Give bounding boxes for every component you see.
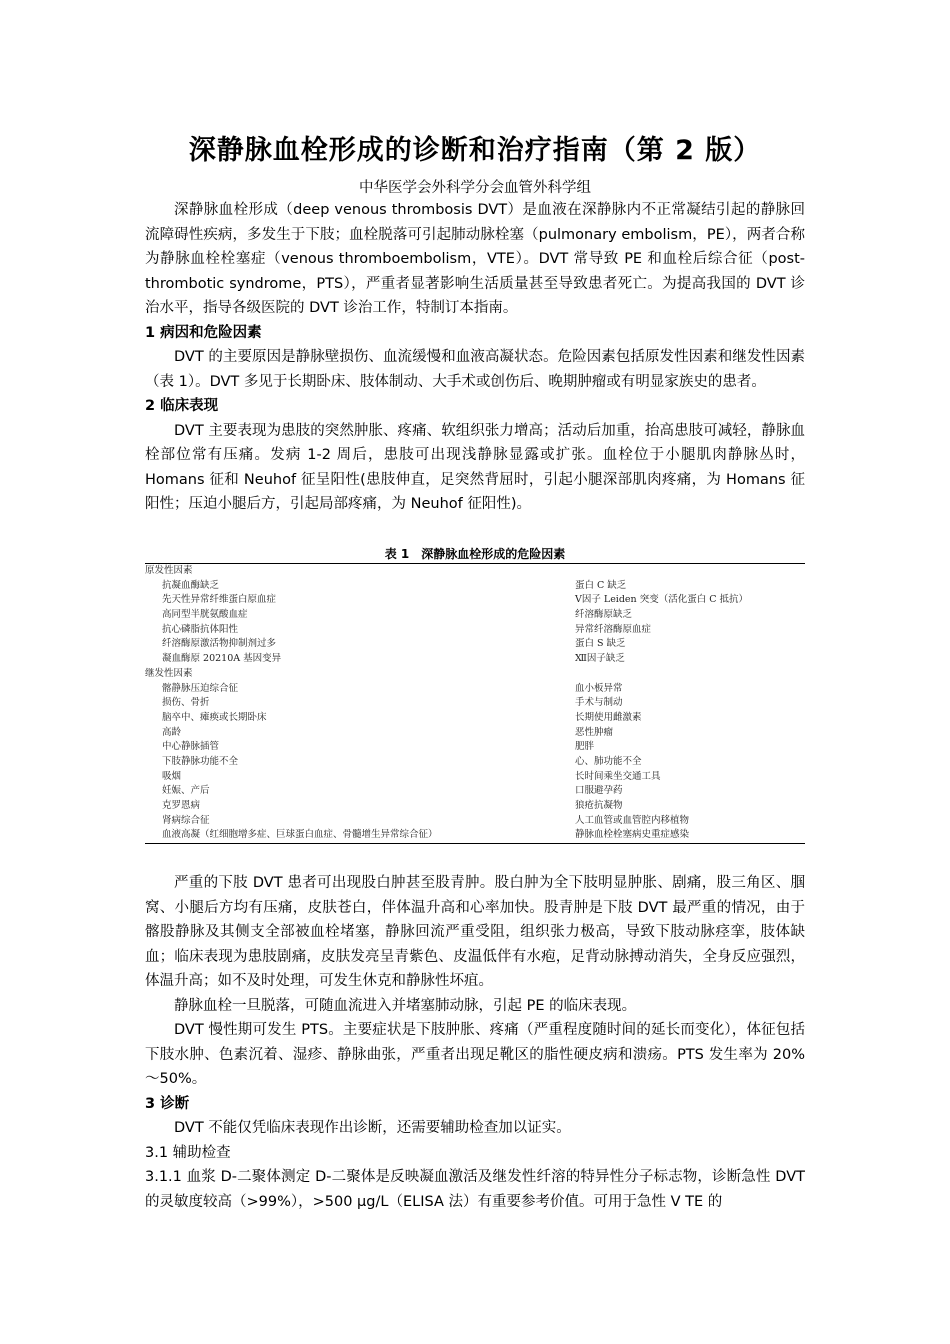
table-cell-right: 长时间乘坐交通工具 — [575, 770, 661, 782]
table-row — [145, 799, 805, 814]
table-cell-left: 脑卒中、瘫痪或长期卧床 — [162, 711, 267, 723]
table-row — [145, 755, 805, 770]
table-row — [145, 593, 805, 608]
upper-text-block — [145, 198, 805, 517]
table-row — [145, 623, 805, 638]
section-2-paragraph-2: 严重的下肢 DVT 患者可出现股白肿甚至股青肿。股白肿为全下肢明显肿胀、剧痛，股三角区、腘窝、小腿后方均有压痛，皮肤苍白，伴体温升高和心率加快。股青肿是下肢 DVT 最严重的情况，由于髂股静脉及其侧支全部被血栓堵塞，静脉回流严重受阻，组织张力极高，导致下肢动脉痉挛，肢体缺血；临床表现为患肢剧痛，皮肤发亮呈青紫色、皮温低伴有水疱，足背动脉搏动消失，全身反应强烈，体温升高；如不及时处理，可发生休克和静脉性坏疽。 — [145, 875, 805, 989]
table-row — [145, 726, 805, 741]
table-row — [145, 814, 805, 829]
table-row — [145, 696, 805, 711]
table-cell-left: 妊娠、产后 — [162, 785, 210, 797]
table-group-row — [145, 667, 805, 682]
table-cell-left: 高龄 — [162, 726, 182, 738]
table-cell-left: 抗凝血酶缺乏 — [162, 579, 220, 591]
table-cell-right: 肥胖 — [575, 741, 595, 753]
table-body — [145, 564, 805, 843]
section-2-heading: 2 临床表现 — [145, 398, 219, 414]
section-3-paragraph: DVT 不能仅凭临床表现作出诊断，还需要辅助检查加以证实。 — [174, 1120, 571, 1136]
table-cell-left: 中心静脉插管 — [162, 741, 220, 753]
table-cell-left: 吸烟 — [162, 770, 182, 782]
table-cell-left: 肾病综合征 — [162, 814, 210, 826]
table-cell-left: 下肢静脉功能不全 — [162, 755, 239, 767]
table-cell-left: 损伤、骨折 — [162, 697, 210, 709]
table-cell-right: 长期使用雌激素 — [575, 711, 642, 723]
table-row — [145, 828, 805, 843]
lower-text-block — [145, 871, 805, 1214]
section-2-paragraph-4: DVT 慢性期可发生 PTS。主要症状是下肢肿胀、疼痛（严重程度随时间的延长而变化），体征包括下肢水肿、色素沉着、湿疹、静脉曲张，严重者出现足靴区的脂性硬皮病和溃疡。PTS 发生率为 20%～50%。 — [145, 1022, 805, 1087]
table-cell-right: 纤溶酶原缺乏 — [575, 609, 633, 621]
table-cell-right: 心、肺功能不全 — [575, 755, 642, 767]
section-1-paragraph: DVT 的主要原因是静脉壁损伤、血流缓慢和血液高凝状态。危险因素包括原发性因素和继发性因素（表 1）。DVT 多见于长期卧床、肢体制动、大手术或创伤后、晚期肿瘤或有明显家族史的患者。 — [145, 349, 805, 390]
table-cell-left: 血液高凝（红细胞增多症、巨球蛋白血症、骨髓增生异常综合征） — [162, 829, 438, 841]
table-group-label: 原发性因素 — [145, 565, 193, 576]
table-bottom-rule — [145, 843, 805, 844]
table-cell-left: 抗心磷脂抗体阳性 — [162, 623, 239, 635]
risk-factor-table — [145, 545, 805, 844]
table-cell-right: 口服避孕药 — [575, 785, 623, 797]
table-cell-right: 蛋白 C 缺乏 — [575, 579, 627, 591]
table-cell-right: 手术与制动 — [575, 697, 623, 709]
table-cell-right: 血小板异常 — [575, 682, 623, 694]
table-row — [145, 740, 805, 755]
table-group-label: 继发性因素 — [145, 667, 193, 679]
table-cell-right: 狼疮抗凝物 — [575, 800, 623, 811]
table-cell-right: Ⅻ因子缺乏 — [575, 653, 625, 665]
table-cell-left: 髂静脉压迫综合征 — [162, 682, 239, 694]
section-3-1-heading: 3.1 辅助检查 — [145, 1144, 231, 1161]
section-2-paragraph-1: DVT 主要表现为患肢的突然肿胀、疼痛、软组织张力增高；活动后加重，抬高患肢可减轻，静脉血栓部位常有压痛。发病 1-2 周后，患肢可出现浅静脉显露或扩张。血栓位于小腿肌肉静脉丛时，Homans 征和 Neuhof 征呈阳性(患肢伸直，足突然背屈时，引起小腿深部肌肉疼痛，为 Homans 征阳性；压迫小腿后方，引起局部疼痛，为 Neuhof 征阳性)。 — [145, 422, 805, 512]
table-row — [145, 711, 805, 726]
table-cell-right: 异常纤溶酶原血症 — [575, 623, 652, 635]
table-row — [145, 682, 805, 697]
section-1-heading: 1 病因和危险因素 — [145, 324, 262, 341]
table-group-row — [145, 564, 805, 579]
table-cell-right: Ⅴ因子 Leiden 突变（活化蛋白 C 抵抗） — [575, 594, 748, 606]
table-row — [145, 770, 805, 785]
table-row — [145, 784, 805, 799]
table-cell-left: 纤溶酶原激活物抑制剂过多 — [162, 638, 277, 650]
document-author: 中华医学会外科学分会血管外科学组 — [359, 180, 591, 196]
table-cell-right: 人工血管或血管腔内移植物 — [575, 814, 690, 826]
table-row — [145, 579, 805, 594]
section-2-paragraph-3: 静脉血栓一旦脱落，可随血流进入并堵塞肺动脉，引起 PE 的临床表现。 — [174, 997, 637, 1014]
table-cell-right: 静脉血栓栓塞病史重症感染 — [575, 829, 690, 841]
table-cell-right: 蛋白 S 缺乏 — [575, 638, 626, 650]
table-cell-left: 凝血酶原 20210A 基因变异 — [162, 653, 282, 665]
document-title: 深静脉血栓形成的诊断和治疗指南（第 2 版） — [188, 135, 762, 166]
table-cell-right: 恶性肿瘤 — [575, 726, 614, 738]
table-cell-left: 先天性异常纤维蛋白原血症 — [162, 594, 277, 606]
table-row — [145, 608, 805, 623]
table-cell-left: 高同型半胱氨酸血症 — [162, 609, 248, 621]
section-3-1-1-paragraph: 3.1.1 血浆 D-二聚体测定 D-二聚体是反映凝血激活及继发性纤溶的特异性分子标志物，诊断急性 DVT 的灵敏度较高（>99%），>500 μg/L（ELISA 法）有重要参考价值。可用于急性 V TE 的 — [145, 1169, 805, 1210]
table-title: 表 1 深静脉血栓形成的危险因素 — [384, 547, 566, 561]
intro-paragraph: 深静脉血栓形成（deep venous thrombosis DVT）是血液在深静脉内不正常凝结引起的静脉回流障碍性疾病，多发生于下肢；血栓脱落可引起肺动脉栓塞（pulmonary embolism，PE），两者合称为静脉血栓栓塞症（venous thromboembolism，VTE）。DVT 常导致 PE 和血栓后综合征（post-thrombotic syndrome，PTS），严重者显著影响生活质量甚至导致患者死亡。为提高我国的 DVT 诊治水平，指导各级医院的 DVT 诊治工作，特制订本指南。 — [145, 202, 805, 316]
table-row — [145, 652, 805, 667]
table-row — [145, 637, 805, 652]
section-3-heading: 3 诊断 — [145, 1095, 190, 1112]
table-cell-left: 克罗恩病 — [162, 800, 201, 811]
